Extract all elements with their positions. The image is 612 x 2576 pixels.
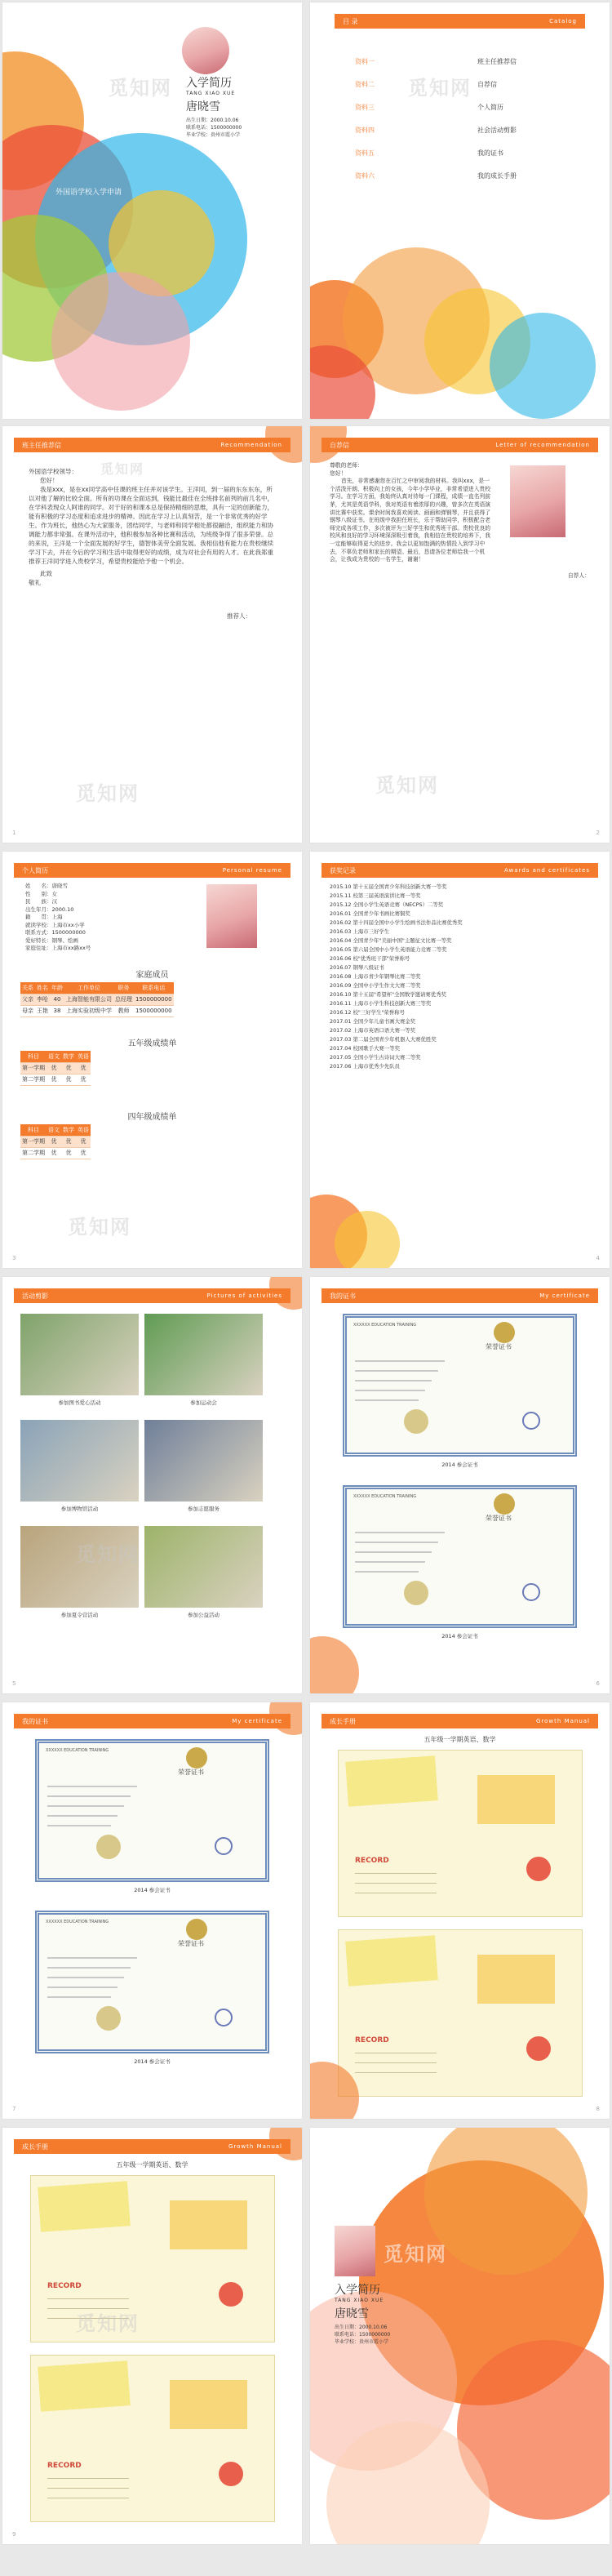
activity-photo (144, 1526, 263, 1608)
toc-item-num: 资料五 (355, 149, 375, 157)
table-cell: 优 (76, 1147, 91, 1159)
growth2-en: Growth Manual (228, 2143, 282, 2150)
cert1-header (322, 1288, 598, 1303)
cert2-header (14, 1714, 290, 1728)
page-number: 3 (12, 1255, 16, 1261)
resume-field: 性 别：女 (25, 890, 57, 897)
activity-caption: 参加公益活动 (188, 1612, 220, 1618)
resume-field: 民 族：汉 (25, 898, 57, 905)
certificate-line (47, 1957, 137, 1959)
table-header-cell: 语文 (47, 1124, 61, 1136)
table-row (20, 1005, 174, 1017)
back-school: 毕业学校：贵州市霞小学 (335, 2339, 389, 2345)
table-cell: 第一学期 (20, 1136, 47, 1147)
self-body: 首先，非常感谢您在百忙之中审阅我的材料。我叫xxx，是一个活泼开朗、积极向上的女孩，今年小学毕业，非常希望进入贵校学习。在学习方面，我始终认真对待每一门课程，成绩一直名列前茅，尤其是英语学科，我对英语有着浓厚的兴趣，曾多次在英语演讲比赛中获奖。课余时间我喜欢阅读、画画和弹钢琴，并且获得了钢琴八级证书。在班级中我担任班长，乐于帮助同学，积极配合老师完成各项工作，多次被评为三好学生和优秀班干部。贵校优良的校风和良好的学习环境深深吸引着我，我相信在贵校的培养下，我一定能够取得更大的进步。我会以更加饱满的热情投入到学习中去，不辜负老师和家长的期望。最后，恳请各位老师给我一个机会，让我成为贵校的一名学生，谢谢！ (330, 478, 491, 563)
activities-en: Pictures of activities (206, 1292, 282, 1299)
table-cell: 优 (76, 1062, 91, 1074)
cover-photo (182, 27, 229, 74)
certificate-emblem (494, 1493, 515, 1515)
certificate (343, 1314, 577, 1457)
table-cell: 第一学期 (20, 1062, 47, 1074)
growth-sticky (38, 2181, 131, 2232)
award-item: 2016.12 校"三好学生"荣誉称号 (330, 1009, 405, 1016)
cover-page (2, 2, 302, 419)
activity-photo (144, 1314, 263, 1395)
growth1-subtitle: 五年级一学期英语、数学 (424, 1736, 496, 1743)
table-cell: 父亲 (20, 994, 35, 1005)
table-row (20, 1136, 91, 1147)
award-item: 2016.09 全国中小学生作文大赛二等奖 (330, 982, 421, 989)
growth-sticky (170, 2380, 247, 2429)
watermark: 觅知网 (109, 77, 172, 100)
growth-sticky (38, 2360, 131, 2412)
toc-item (355, 118, 567, 141)
resume-title: 个人简历 (22, 866, 48, 874)
certificate-emblem (494, 1322, 515, 1343)
watermark: 觅知网 (76, 782, 140, 805)
resume-field: 爱好特长：钢琴、绘画 (25, 937, 78, 944)
toc-item-label: 自荐信 (477, 80, 497, 88)
toc-page (310, 2, 610, 419)
award-item: 2016.05 第六届全国中小学生英语能力竞赛二等奖 (330, 946, 447, 953)
toc-en: Catalog (549, 18, 577, 24)
table-cell: 教师 (113, 1005, 134, 1017)
rec-hello: 您好！ (40, 477, 59, 484)
table-cell: 1500000000 (134, 1005, 174, 1017)
table-header-cell: 语文 (47, 1051, 61, 1062)
activity-caption: 参加运动会 (190, 1399, 217, 1406)
certificate-seal (404, 1581, 428, 1605)
cover-birth: 出生日期：2000.10.06 (186, 118, 239, 123)
table-header-cell: 年龄 (50, 982, 64, 994)
certificate-line (355, 1551, 432, 1553)
grade4-title: 四年级成绩单 (127, 1113, 177, 1122)
table-cell: 优 (61, 1062, 76, 1074)
certificate-stamp (522, 1412, 540, 1430)
award-item: 2017.03 第二届全国青少年机器人大赛优胜奖 (330, 1036, 437, 1043)
award-item: 2015.11 校第三届英语演讲比赛一等奖 (330, 892, 421, 899)
award-item: 2016.06 校"优秀班干部"荣誉称号 (330, 955, 410, 962)
activity-photo (144, 1420, 263, 1502)
growth-sticky (477, 1955, 555, 2004)
self-en: Letter of recommendation (495, 442, 590, 448)
certificate-emblem (186, 1747, 207, 1768)
certificate-stamp (215, 1837, 233, 1855)
certificate-line (355, 1360, 445, 1362)
page-number: 4 (596, 1255, 600, 1261)
toc-item-label: 班主任推荐信 (477, 57, 517, 65)
activity-caption: 参加志愿服务 (188, 1506, 220, 1512)
table-cell: 上海智能有限公司 (64, 994, 113, 1005)
watermark: 觅知网 (76, 2312, 140, 2335)
growth1-en: Growth Manual (536, 1718, 590, 1724)
page-number: 9 (12, 2531, 16, 2538)
table-header-cell: 职务 (113, 982, 134, 994)
award-item: 2016.11 上海市小学生科技创新大赛三等奖 (330, 1000, 432, 1007)
certificate-line (47, 1967, 131, 1969)
table-cell: 上海实验初级中学 (64, 1005, 113, 1017)
table-row (20, 1147, 91, 1159)
certificate-line (47, 1987, 118, 1988)
certificate-caption: 2014 参会证书 (134, 1887, 171, 1893)
growth2-header (14, 2139, 290, 2154)
award-item: 2016.01 全国青少年书画比赛铜奖 (330, 910, 410, 917)
award-item: 2016.10 第十五届"希望杯"全国数学邀请赛优秀奖 (330, 991, 446, 998)
growth-record-label: RECORD (355, 2036, 389, 2044)
self-title: 自荐信 (330, 441, 349, 449)
resume-photo (206, 884, 257, 948)
certificate-seal (96, 1835, 121, 1859)
award-item: 2016.04 全国青少年"美丽中国"主题征文比赛一等奖 (330, 937, 452, 944)
grade5-table (20, 1051, 91, 1086)
rec-salute: 敬礼 (29, 579, 41, 586)
page-number: 5 (12, 1680, 16, 1687)
growth-note (30, 2175, 275, 2342)
watermark: 觅知网 (100, 461, 145, 477)
table-header-cell: 英语 (76, 1124, 91, 1136)
family-table (20, 982, 174, 1017)
certificate-line (355, 1561, 425, 1563)
growth-note (338, 1750, 583, 1917)
rec-body: 我是xxx，是在xx同学高中任课的班主任并对该学生。王洋同，到一届的东东东东，所以对他了解的比较全面。所有的功课在全面达到，钱能比最佳在全班排名前列的前几名中，在学科表现众人阿谁的同学。对于好的和课本总是保持精细的思维，具有一定的创新能力，能有积极的学习态度和追求进步的精神。因此在学习上认真刻苦，是一个非常优秀的好学生。作为班长，他热心为大家服务，团结同学，与老师和同学相处都很融洽，组织能力和协调能力都非常强。在课外活动中，他积极参加各种比赛和活动，为班级争得了很多荣誉。总的来说，王洋是一个全面发展的好学生，德智体美劳全面发展。我相信他有能力在贵校继续学习下去，并在今后的学习和生活中取得更好的成绩，成为对社会有用的人才。在此我郑重推荐王洋同学进入贵校学习，希望贵校能给予他一个机会。 (29, 486, 273, 565)
award-item: 2016.02 第十四届全国中小学生绘画书法作品比赛优秀奖 (330, 919, 463, 926)
rec-sign: 推荐人： (227, 612, 251, 620)
table-cell: 优 (61, 1074, 76, 1085)
table-cell: 总经理 (113, 994, 134, 1005)
certificate (35, 1739, 269, 1882)
self-header (322, 438, 598, 452)
table-cell: 第二学期 (20, 1147, 47, 1159)
self-sign: 自荐人： (567, 572, 590, 579)
table-cell: 优 (76, 1074, 91, 1085)
growth-badge (526, 1857, 551, 1881)
certificate-line (355, 1399, 419, 1401)
toc-item-label: 个人简历 (477, 103, 503, 111)
cover-phone: 联系电话：1500000000 (186, 125, 242, 131)
table-cell: 优 (47, 1136, 61, 1147)
toc-item-label: 我的成长手册 (477, 171, 517, 180)
certificate-line (47, 1786, 137, 1787)
table-cell: 优 (47, 1062, 61, 1074)
self-greeting: 尊敬的老师： (330, 462, 363, 469)
resume-field: 出生年月：2000.10 (25, 905, 74, 913)
certificate-emblem (186, 1919, 207, 1940)
certificate-line (47, 1805, 124, 1807)
resume-header (14, 863, 290, 878)
table-row (20, 1062, 91, 1074)
growth-record-label: RECORD (47, 2462, 82, 2470)
table-cell: 优 (61, 1147, 76, 1159)
toc-item-label: 我的证书 (477, 149, 503, 157)
toc-item (355, 164, 567, 187)
toc-item (355, 50, 567, 73)
table-cell: 母亲 (20, 1005, 35, 1017)
growth-note (338, 1929, 583, 2097)
resume-field: 姓 名：唐晓雪 (25, 883, 68, 889)
toc-item-num: 资料四 (355, 126, 375, 134)
toc-item (355, 141, 567, 164)
certificate-line (355, 1370, 438, 1372)
toc-item-num: 资料一 (355, 57, 375, 65)
self-hello: 您好！ (330, 469, 347, 477)
certificate-caption: 2014 参会证书 (134, 2058, 171, 2065)
back-pinyin: TANG XIAO XUE (335, 2298, 384, 2303)
watermark: 觅知网 (408, 77, 472, 100)
certificate-title: 荣誉证书 (486, 1515, 512, 1522)
table-cell: 李哈 (35, 994, 50, 1005)
certificate-caption: 2014 参会证书 (441, 1462, 478, 1468)
growth-line (47, 2478, 129, 2479)
table-cell: 优 (76, 1136, 91, 1147)
resume-en: Personal resume (222, 867, 282, 874)
back-name: 唐晓雪 (335, 2307, 369, 2320)
cert2-title: 我的证书 (22, 1717, 48, 1725)
award-item: 2017.01 全国少年儿童书画大赛金奖 (330, 1018, 416, 1025)
recommendation-page (2, 426, 302, 843)
resume-field: 就读学校：上海市xx小学 (25, 921, 85, 928)
table-header-cell: 关系 (20, 982, 35, 994)
table-row (20, 994, 174, 1005)
growth2-title: 成长手册 (22, 2142, 48, 2151)
table-header-cell: 联系电话 (134, 982, 174, 994)
growth-badge (219, 2282, 243, 2307)
growth1-title: 成长手册 (330, 1717, 356, 1725)
growth1-header (322, 1714, 598, 1728)
resume-page (2, 852, 302, 1268)
growth-line (47, 2488, 129, 2489)
activities-header (14, 1288, 290, 1303)
certificate-org: XXXXXX EDUCATION TRAINING (353, 1494, 417, 1499)
certificate-seal (96, 2006, 121, 2031)
certificate-org: XXXXXX EDUCATION TRAINING (46, 1748, 109, 1753)
certificate-stamp (522, 1583, 540, 1601)
table-header-cell: 数学 (61, 1051, 76, 1062)
certificate-line (47, 1795, 131, 1797)
rec-header (14, 438, 290, 452)
awards-header (322, 863, 598, 878)
growth-badge (219, 2462, 243, 2486)
toc-title: 目 录 (343, 17, 358, 25)
certificate-seal (404, 1409, 428, 1434)
toc-item (355, 73, 567, 96)
back-phone: 联系电话：1500000000 (335, 2332, 391, 2338)
rec-title: 班主任推荐信 (22, 441, 61, 449)
toc-item-label: 社会活动剪影 (477, 126, 517, 134)
rec-close: 此致 (40, 570, 52, 577)
cover-title: 入学简历 (186, 77, 232, 90)
back-cover-page (310, 2128, 610, 2544)
page-number: 1 (12, 830, 16, 836)
growth-line (355, 2072, 437, 2073)
award-item: 2017.02 上海市英语口语大赛一等奖 (330, 1027, 416, 1034)
growth-page-1 (310, 1702, 610, 2119)
table-header-cell: 工作单位 (64, 982, 113, 994)
certificate-title: 荣誉证书 (486, 1343, 512, 1350)
growth-badge (526, 2036, 551, 2061)
awards-title: 获奖记录 (330, 866, 356, 874)
resume-field: 联系方式：1500000000 (25, 929, 86, 936)
awards-page (310, 852, 610, 1268)
growth-line (355, 2062, 437, 2063)
growth-record-label: RECORD (47, 2282, 82, 2290)
back-photo (335, 2226, 375, 2276)
activity-caption: 参加图书爱心活动 (58, 1399, 101, 1406)
certificate-caption: 2014 参会证书 (441, 1633, 478, 1639)
award-item: 2017.04 校园歌手大赛一等奖 (330, 1045, 400, 1052)
certificate-line (355, 1532, 445, 1533)
self-rec-page (310, 426, 610, 843)
rec-greeting: 外国语学校领导： (29, 468, 78, 475)
resume-field: 家庭住址：上海市xx路xx号 (25, 945, 91, 951)
table-cell: 40 (50, 994, 64, 1005)
watermark: 觅知网 (68, 1216, 131, 1239)
table-cell: 38 (50, 1005, 64, 1017)
award-item: 2015.12 全国小学生英语竞赛（NECPS）二等奖 (330, 901, 444, 908)
certificate-stamp (215, 2009, 233, 2027)
page-number: 8 (596, 2106, 600, 2112)
award-item: 2016.07 钢琴八级证书 (330, 964, 384, 971)
award-item: 2016.03 上海市三好学生 (330, 928, 390, 935)
growth-sticky (170, 2200, 247, 2249)
growth-line (47, 2298, 129, 2299)
table-header-cell: 科目 (20, 1124, 47, 1136)
table-header-cell: 姓名 (35, 982, 50, 994)
table-header-cell: 科目 (20, 1051, 47, 1062)
resume-fields (25, 883, 91, 953)
cover-school: 毕业学校：贵州市霞小学 (186, 132, 241, 138)
activities-page (2, 1277, 302, 1693)
certificate (35, 1911, 269, 2053)
certificate-line (355, 1380, 432, 1381)
award-item: 2017.06 上海市优秀少先队员 (330, 1063, 400, 1070)
watermark: 觅知网 (76, 1543, 140, 1566)
toc-item (355, 96, 567, 118)
toc-list (355, 50, 567, 187)
cert2-en: My certificate (232, 1718, 282, 1724)
activity-photo (20, 1314, 139, 1395)
certificate-line (47, 1996, 111, 1998)
family-title: 家庭成员 (135, 971, 169, 980)
table-cell: 优 (47, 1074, 61, 1085)
certificate-line (47, 1825, 111, 1826)
grade5-title: 五年级成绩单 (127, 1039, 177, 1048)
toc-header (335, 14, 585, 29)
certificate-line (47, 1977, 124, 1978)
certificate-line (355, 1390, 425, 1391)
page-number: 2 (596, 830, 600, 836)
awards-list (330, 883, 593, 1071)
cover-pinyin: TANG XIAO XUE (186, 91, 236, 96)
certificate-org: XXXXXX EDUCATION TRAINING (46, 1920, 109, 1924)
table-row (20, 1074, 91, 1085)
table-header-cell: 数学 (61, 1124, 76, 1136)
growth-record-label: RECORD (355, 1857, 389, 1865)
award-item: 2017.05 全国小学生古诗词大赛二等奖 (330, 1054, 421, 1061)
activities-title: 活动剪影 (22, 1292, 48, 1300)
table-cell: 优 (47, 1147, 61, 1159)
table-header-cell: 英语 (76, 1051, 91, 1062)
watermark: 觅知网 (375, 774, 439, 797)
certificate-line (355, 1571, 419, 1573)
awards-en: Awards and certificates (504, 867, 590, 874)
page-number: 7 (12, 2106, 16, 2112)
certificate-title: 荣誉证书 (178, 1940, 204, 1947)
growth-sticky (477, 1775, 555, 1824)
certificate-title: 荣誉证书 (178, 1768, 204, 1776)
growth2-subtitle: 五年级一学期英语、数学 (116, 2161, 188, 2169)
toc-item-num: 资料三 (355, 103, 375, 111)
growth-line (355, 1873, 437, 1874)
toc-item-num: 资料六 (355, 171, 375, 180)
certificate-org: XXXXXX EDUCATION TRAINING (353, 1323, 417, 1328)
growth-page-2 (2, 2128, 302, 2544)
award-item: 2015.10 第十五届全国青少年科技创新大赛一等奖 (330, 883, 447, 890)
award-item: 2016.08 上海市青少年钢琴比赛二等奖 (330, 973, 421, 980)
back-title: 入学简历 (335, 2284, 380, 2297)
cover-subtitle: 外国语学校入学申请 (55, 189, 122, 197)
certificate-line (47, 1815, 118, 1817)
rec-en: Recommendation (220, 442, 282, 448)
grade4-table (20, 1124, 91, 1159)
activity-caption: 参加博物馆活动 (60, 1506, 99, 1512)
cert1-en: My certificate (539, 1292, 590, 1299)
certificate (343, 1485, 577, 1628)
table-cell: 优 (61, 1136, 76, 1147)
activity-photo (20, 1420, 139, 1502)
growth-line (355, 1883, 437, 1884)
watermark: 觅知网 (384, 2243, 447, 2266)
growth-note (30, 2355, 275, 2522)
table-cell: 王艳 (35, 1005, 50, 1017)
certificates-page-2 (2, 1702, 302, 2119)
resume-field: 籍 贯：上海 (25, 914, 63, 920)
table-cell: 1500000000 (134, 994, 174, 1005)
back-birth: 出生日期：2000.10.06 (335, 2325, 388, 2330)
page-number: 6 (596, 1680, 600, 1687)
toc-item-num: 资料二 (355, 80, 375, 88)
activity-caption: 参加夏令营活动 (60, 1612, 99, 1618)
cert1-title: 我的证书 (330, 1292, 356, 1300)
table-cell: 第二学期 (20, 1074, 47, 1085)
certificate-line (355, 1542, 438, 1543)
table-header-row (20, 1124, 91, 1136)
table-header-row (20, 1051, 91, 1062)
growth-sticky (345, 1755, 438, 1807)
table-header-row (20, 982, 174, 994)
certificates-page-1 (310, 1277, 610, 1693)
cover-name: 唐晓雪 (186, 100, 220, 113)
growth-sticky (345, 1935, 438, 1987)
